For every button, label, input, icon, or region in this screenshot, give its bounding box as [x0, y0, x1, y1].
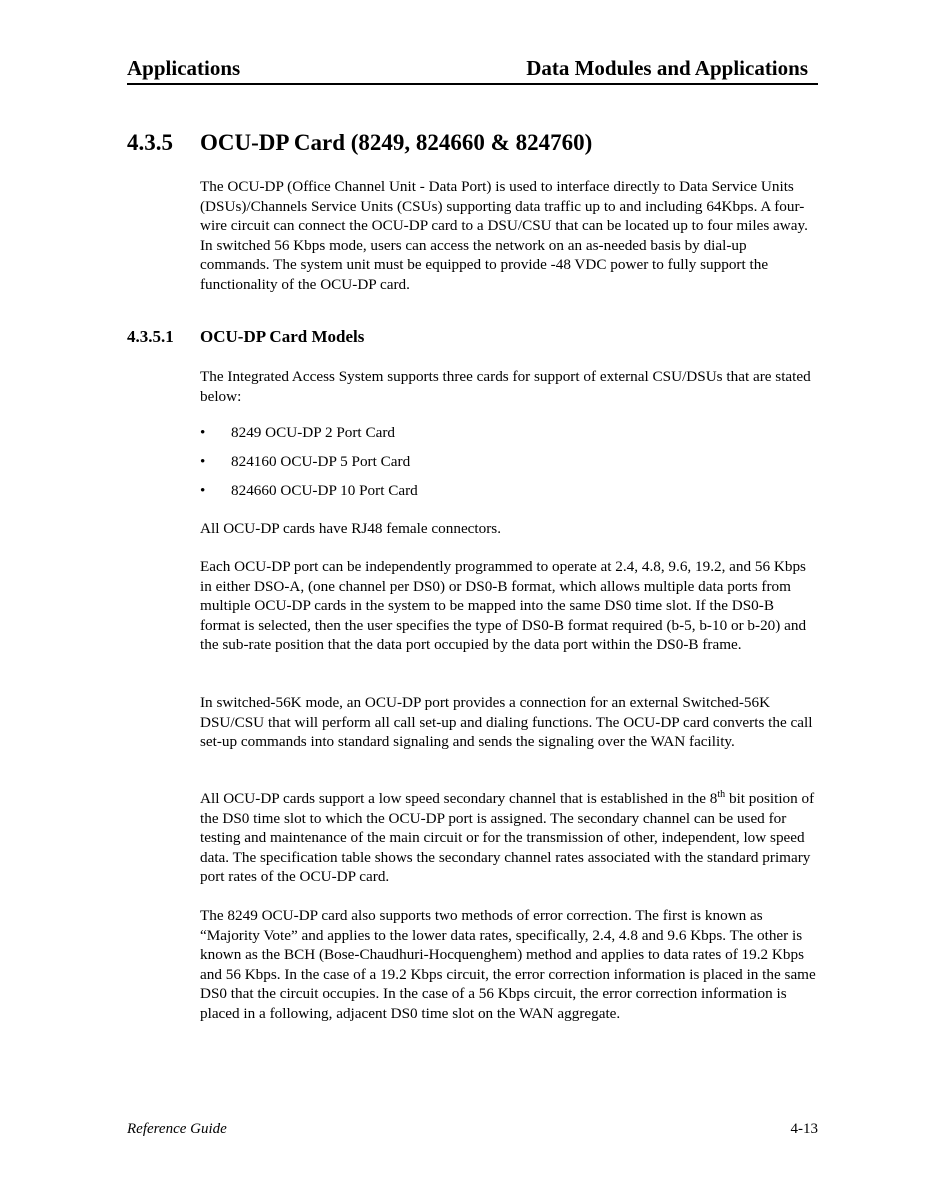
list-item: • 824660 OCU-DP 10 Port Card — [200, 482, 418, 499]
subsection-heading — [127, 327, 364, 347]
section-intro-paragraph: The OCU-DP (Office Channel Unit - Data Port) is used to interface directly to Data Service Units (DSUs)/Channels Service Units (CSUs) supporting data traffic up to and including 64Kbps. A four-wire circuit can connect the OCU-DP card to a DSU/CSU that can be located up to four miles away. In switched 56 Kbps mode, users can access the network on an as-needed basis by dial-up commands. The system unit must be equipped to provide -48 VDC power to fully support the functionality of the OCU-DP card. — [200, 178, 808, 293]
section-heading — [127, 130, 592, 156]
header-rule — [127, 83, 818, 85]
bullet-icon: • — [200, 482, 206, 499]
section-number: 4.3.5 — [127, 130, 173, 155]
card-model-list — [200, 424, 418, 511]
section-title: OCU-DP Card (8249, 824660 & 824760) — [200, 130, 593, 155]
bullet-icon: • — [200, 424, 206, 441]
bullet-icon: • — [200, 453, 206, 470]
subsection-title: OCU-DP Card Models — [200, 327, 365, 346]
switched-56k-paragraph: In switched-56K mode, an OCU-DP port provides a connection for an external Switched-56K DSU/CSU that will perform all call set-up and dialing functions. The OCU-DP card converts the call set-up commands into standard signaling and sends the signaling over the WAN facility. — [200, 694, 813, 750]
list-item: • 824160 OCU-DP 5 Port Card — [200, 453, 411, 470]
list-item: • 8249 OCU-DP 2 Port Card — [200, 424, 395, 441]
secondary-channel-paragraph: All OCU-DP cards support a low speed secondary channel that is established in the 8th bit position of the DS0 time slot to which the OCU-DP port is assigned. The secondary channel can be used for testing and maintenance of the main circuit or for the transmission of other, independent, low speed data. The specification table shows the secondary channel rates associated with the standard primary port rates of the OCU-DP card. — [200, 788, 815, 885]
connector-paragraph: All OCU-DP cards have RJ48 female connectors. — [200, 520, 501, 537]
footer-page-number: 4-13 — [790, 1121, 818, 1137]
running-header-right: Data Modules and Applications — [526, 56, 808, 80]
running-header-left: Applications — [127, 56, 241, 80]
port-rate-paragraph: Each OCU-DP port can be independently programmed to operate at 2.4, 4.8, 9.6, 19.2, and 56 Kbps in either DSO-A, (one channel per DS0) or DS0-B format, which allows multiple data ports from multiple OCU-DP cards in the system to be mapped into the same DS0 time slot. If the DS0-B format is selected, then the user specifies the type of DS0-B format required (b-5, b-10 or b-20) and the sub-rate position that the data port occupied by the data port within the DS0-B frame. — [200, 558, 807, 653]
error-correction-paragraph: The 8249 OCU-DP card also supports two methods of error correction. The first is known as “Majority Vote” and applies to the lower data rates, specifically, 2.4, 4.8 and 9.6 Kbps. The other is known as the BCH (Bose-Chaudhuri-Hocquenghem) method and applies to data rates of 19.2 Kbps and 56 Kbps. In the case of a 19.2 Kbps circuit, the error correction information is placed in the same DS0 that the circuit occupies. In the case of a 56 Kbps circuit, the error correction information is placed in a following, adjacent DS0 time slot on the WAN aggregate. — [200, 907, 816, 1022]
subsection-intro-paragraph: The Integrated Access System supports three cards for support of external CSU/DSUs that are stated below: — [200, 368, 811, 405]
subsection-number: 4.3.5.1 — [127, 327, 174, 346]
footer-document-title: Reference Guide — [127, 1121, 227, 1137]
